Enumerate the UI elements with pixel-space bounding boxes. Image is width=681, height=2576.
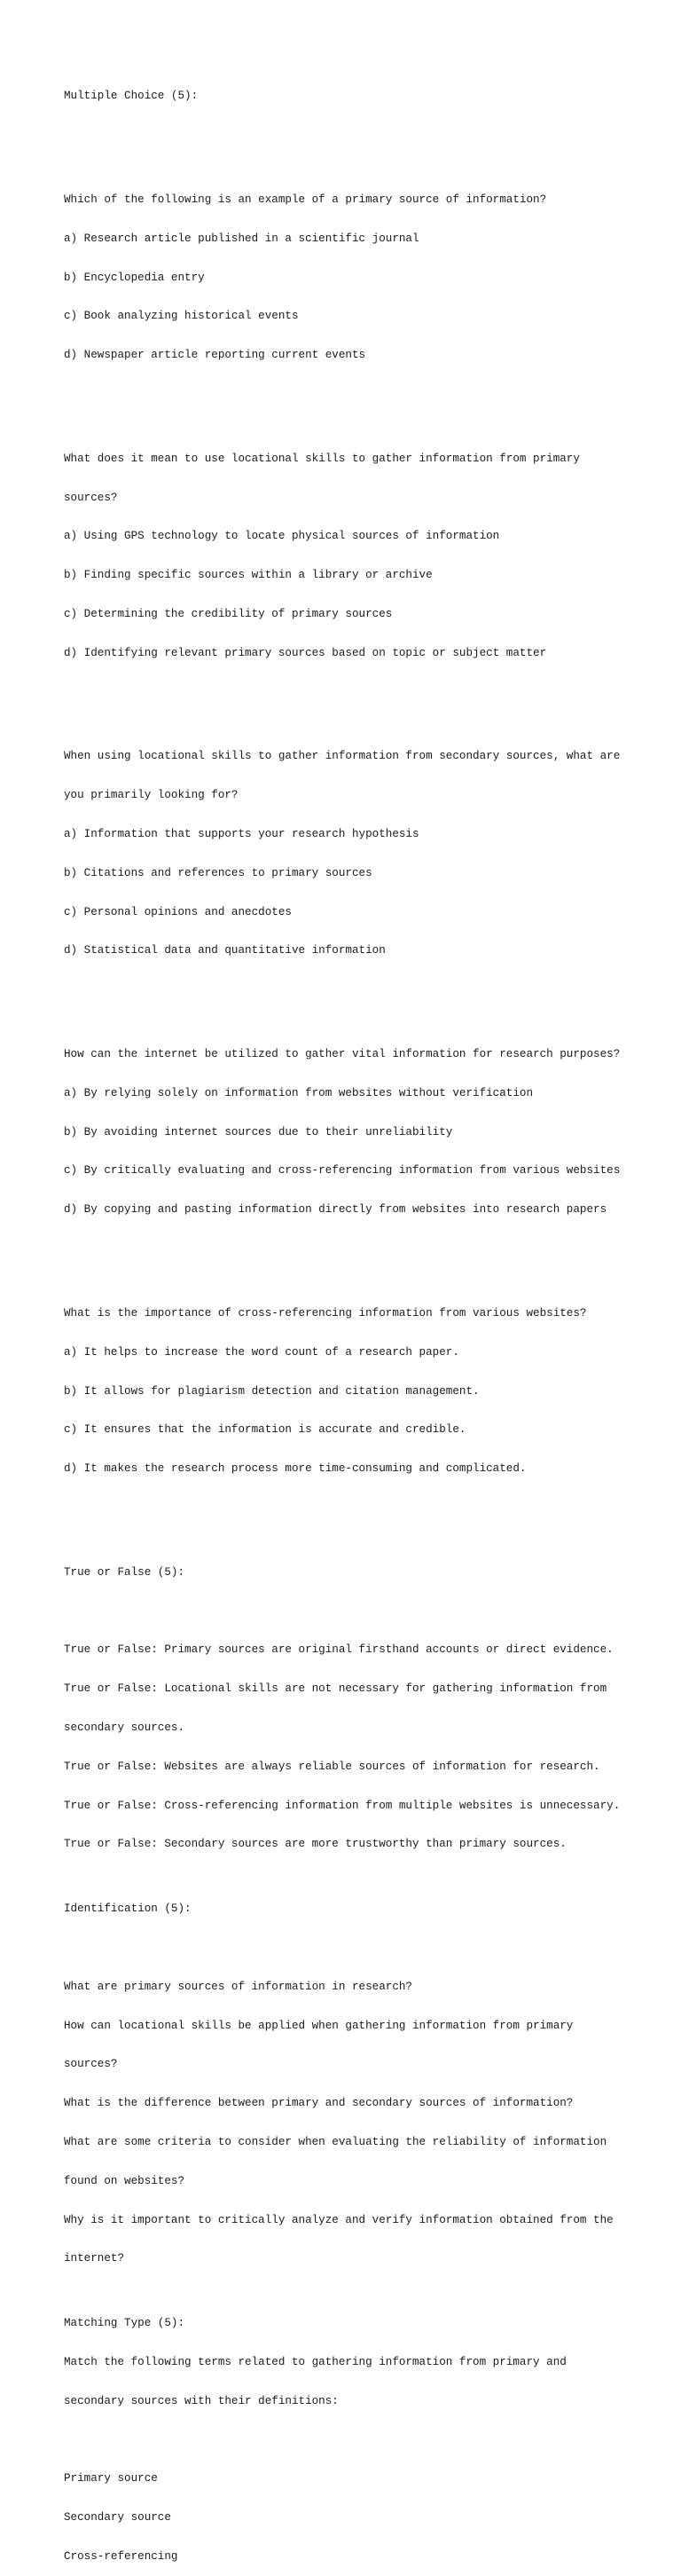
mc-question-5: What is the importance of cross-referencing information from various websites? [64,1307,587,1320]
tf-item-3: True or False: Websites are always reliable sources of information for research. [64,1760,600,1773]
mc-option-3c: c) Personal opinions and anecdotes [64,905,292,918]
mc-option-3d: d) Statistical data and quantitative information [64,944,386,957]
id-item-2: How can locational skills be applied when gathering information from primary [64,2019,574,2032]
mc-option-2c: c) Determining the credibility of primary sources [64,607,393,620]
mc-option-5c: c) It ensures that the information is accurate and credible. [64,1423,466,1437]
tf-item-5: True or False: Secondary sources are more trustworthy than primary sources. [64,1838,567,1851]
spacer [64,686,631,699]
spacer [64,1501,631,1515]
id-item-2-cont: sources? [64,2058,118,2071]
id-heading: Identification (5): [64,1902,192,1916]
spacer [64,388,631,401]
tf-item-2: True or False: Locational skills are not necessary for gathering information from [64,1682,607,1696]
spacer [64,1242,631,1256]
mc-option-4a: a) By relying solely on information from websites without verification [64,1086,534,1099]
mc-option-3a: a) Information that supports your research hypothesis [64,828,419,841]
mc-option-1d: d) Newspaper article reporting current events [64,349,366,362]
mc-option-5a: a) It helps to increase the word count of a research paper. [64,1345,459,1359]
tf-heading: True or False (5): [64,1565,185,1579]
mc-option-1a: a) Research article published in a scientific journal [64,232,419,245]
match-intro-cont: secondary sources with their definitions: [64,2394,339,2407]
mc-option-4b: b) By avoiding internet sources due to their unreliability [64,1125,453,1138]
mc-option-1b: b) Encyclopedia entry [64,271,205,284]
tf-item-4: True or False: Cross-referencing information from multiple websites is unnecessary. [64,1799,621,1812]
mc-question-3: When using locational skills to gather information from secondary sources, what are [64,750,621,763]
mc-question-1: Which of the following is an example of a primary source of information? [64,193,547,206]
id-item-4-cont: found on websites? [64,2174,185,2187]
mc-option-1c: c) Book analyzing historical events [64,310,299,323]
mc-option-2d: d) Identifying relevant primary sources based on topic or subject matter [64,646,547,659]
spacer [64,129,631,142]
match-term-1: Primary source [64,2472,158,2485]
id-item-5: Why is it important to critically analyze and verify information obtained from the [64,2213,614,2226]
mc-question-2-cont: sources? [64,491,118,504]
match-intro: Match the following terms related to gathering information from primary and [64,2356,567,2369]
mc-question-3-cont: you primarily looking for? [64,789,239,802]
mc-heading: Multiple Choice (5): [64,90,199,103]
id-item-5-cont: internet? [64,2252,125,2265]
mc-option-4c: c) By critically evaluating and cross-referencing information from various websites [64,1164,621,1178]
match-term-2: Secondary source [64,2511,171,2525]
mc-option-2b: b) Finding specific sources within a library or archive [64,569,433,582]
document-page [64,64,631,2576]
mc-option-5b: b) It allows for plagiarism detection and citation management. [64,1384,480,1398]
tf-item-2-cont: secondary sources. [64,1721,185,1734]
mc-option-4d: d) By copying and pasting information directly from websites into research papers [64,1203,607,1217]
match-heading: Matching Type (5): [64,2317,185,2330]
spacer [64,983,631,997]
mc-option-3b: b) Citations and references to primary sources [64,866,372,879]
spacer [64,1942,631,1955]
id-item-4: What are some criteria to consider when evaluating the reliability of information [64,2136,607,2148]
spacer [64,1605,631,1619]
id-item-3: What is the difference between primary and secondary sources of information? [64,2097,574,2110]
match-term-3: Cross-referencing [64,2550,178,2563]
mc-question-2: What does it mean to use locational skills to gather information from primary [64,452,580,465]
id-item-1: What are primary sources of information in research? [64,1980,412,1993]
mc-question-4: How can the internet be utilized to gather vital information for research purposes? [64,1048,621,1061]
mc-option-5d: d) It makes the research process more time-consuming and complicated. [64,1462,527,1476]
mc-option-2a: a) Using GPS technology to locate physical sources of information [64,530,500,543]
spacer [64,2434,631,2447]
tf-item-1: True or False: Primary sources are original firsthand accounts or direct evidence. [64,1643,614,1657]
